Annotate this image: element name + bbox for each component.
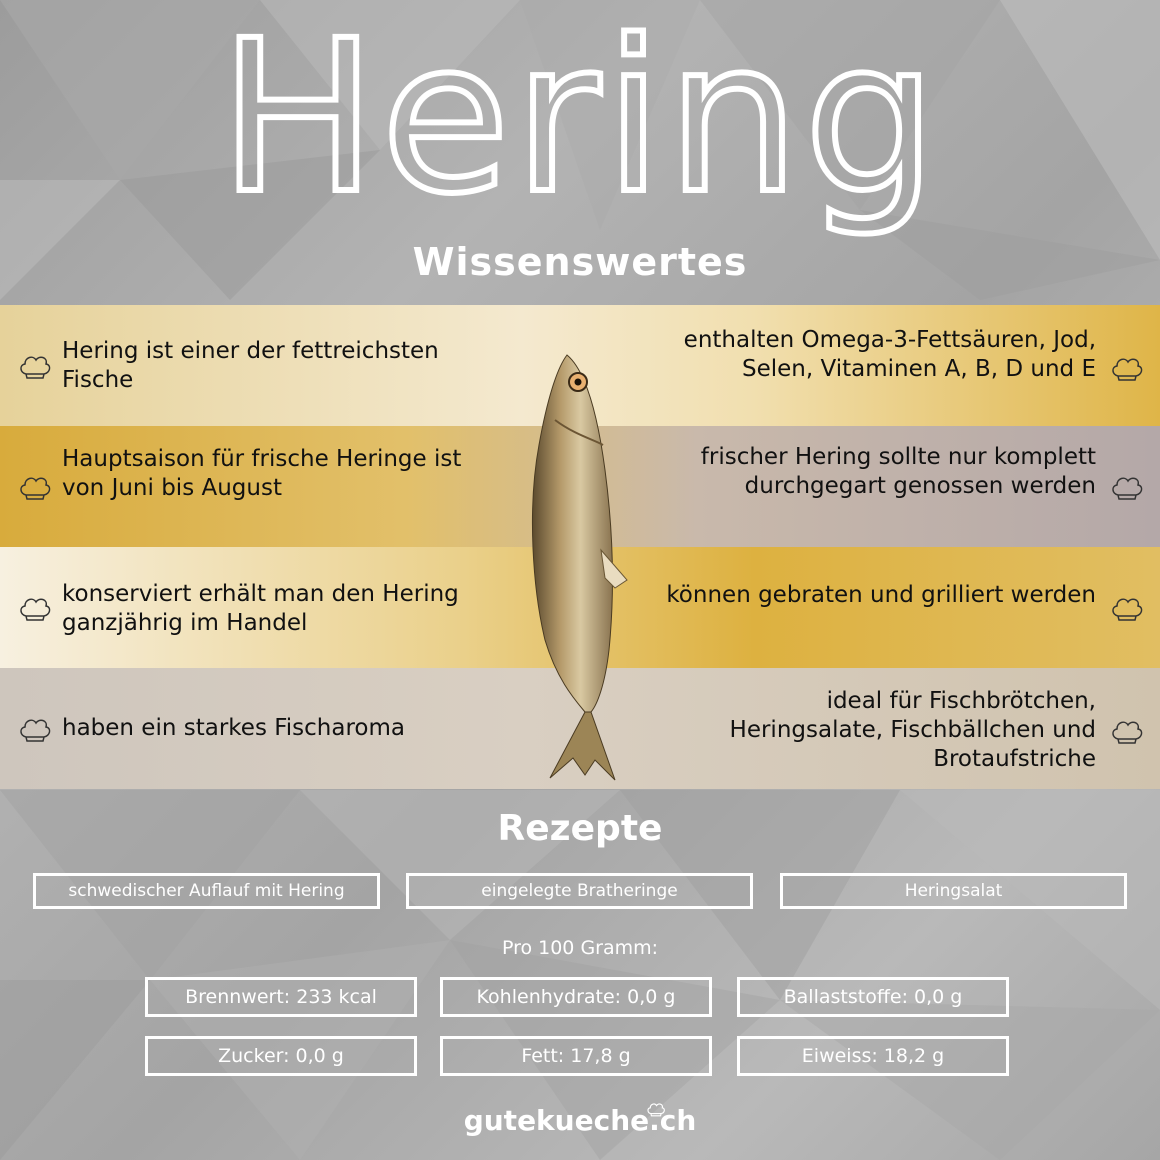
- chef-hat-icon: [1110, 354, 1144, 382]
- fact-right-1: enthalten Omega-3-Fettsäuren, Jod, Selen, Vitaminen A, B, D und E: [683, 327, 1096, 382]
- section-title-recipes: Rezepte: [497, 808, 663, 849]
- nutrition-protein: Eiweiss: 18,2 g: [737, 1036, 1009, 1076]
- fact-left-4: haben ein starkes Fischaroma: [62, 715, 406, 741]
- nutrition-sugar: Zucker: 0,0 g: [145, 1036, 417, 1076]
- herring-fish-image: [505, 350, 655, 785]
- fact-left-3: konserviert erhält man den Hering ganzjährig im Handel: [62, 581, 459, 636]
- nutrition-fat: Fett: 17,8 g: [440, 1036, 712, 1076]
- nutrition-energy: Brennwert: 233 kcal: [145, 977, 417, 1017]
- nutrition-title: Pro 100 Gramm:: [501, 937, 659, 959]
- section-title-facts: Wissenswertes: [412, 240, 748, 284]
- nutrition-carbs: Kohlenhydrate: 0,0 g: [440, 977, 712, 1017]
- chef-hat-icon: [18, 594, 52, 622]
- nutrition-fiber: Ballaststoffe: 0,0 g: [737, 977, 1009, 1017]
- chef-hat-icon: [1110, 717, 1144, 745]
- chef-hat-icon: [646, 1101, 666, 1117]
- recipe-link-2[interactable]: eingelegte Bratheringe: [406, 873, 753, 909]
- recipe-link-3[interactable]: Heringsalat: [780, 873, 1127, 909]
- fact-right-4: ideal für Fischbrötchen, Heringsalate, Fischbällchen und Brotaufstriche: [729, 688, 1096, 772]
- chef-hat-icon: [18, 352, 52, 380]
- chef-hat-icon: [18, 473, 52, 501]
- chef-hat-icon: [18, 715, 52, 743]
- fact-right-3: können gebraten und grilliert werden: [666, 582, 1096, 608]
- recipe-link-1[interactable]: schwedischer Auflauf mit Hering: [33, 873, 380, 909]
- fact-left-1: Hering ist einer der fettreichsten Fische: [62, 338, 439, 393]
- chef-hat-icon: [1110, 473, 1144, 501]
- page-title: Hering: [218, 0, 942, 240]
- brand-logo: gutekueche.ch: [463, 1104, 697, 1137]
- fact-left-2: Hauptsaison für frische Heringe ist von Juni bis August: [62, 446, 462, 501]
- fact-right-2: frischer Hering sollte nur komplett durchgegart genossen werden: [700, 444, 1096, 499]
- chef-hat-icon: [1110, 594, 1144, 622]
